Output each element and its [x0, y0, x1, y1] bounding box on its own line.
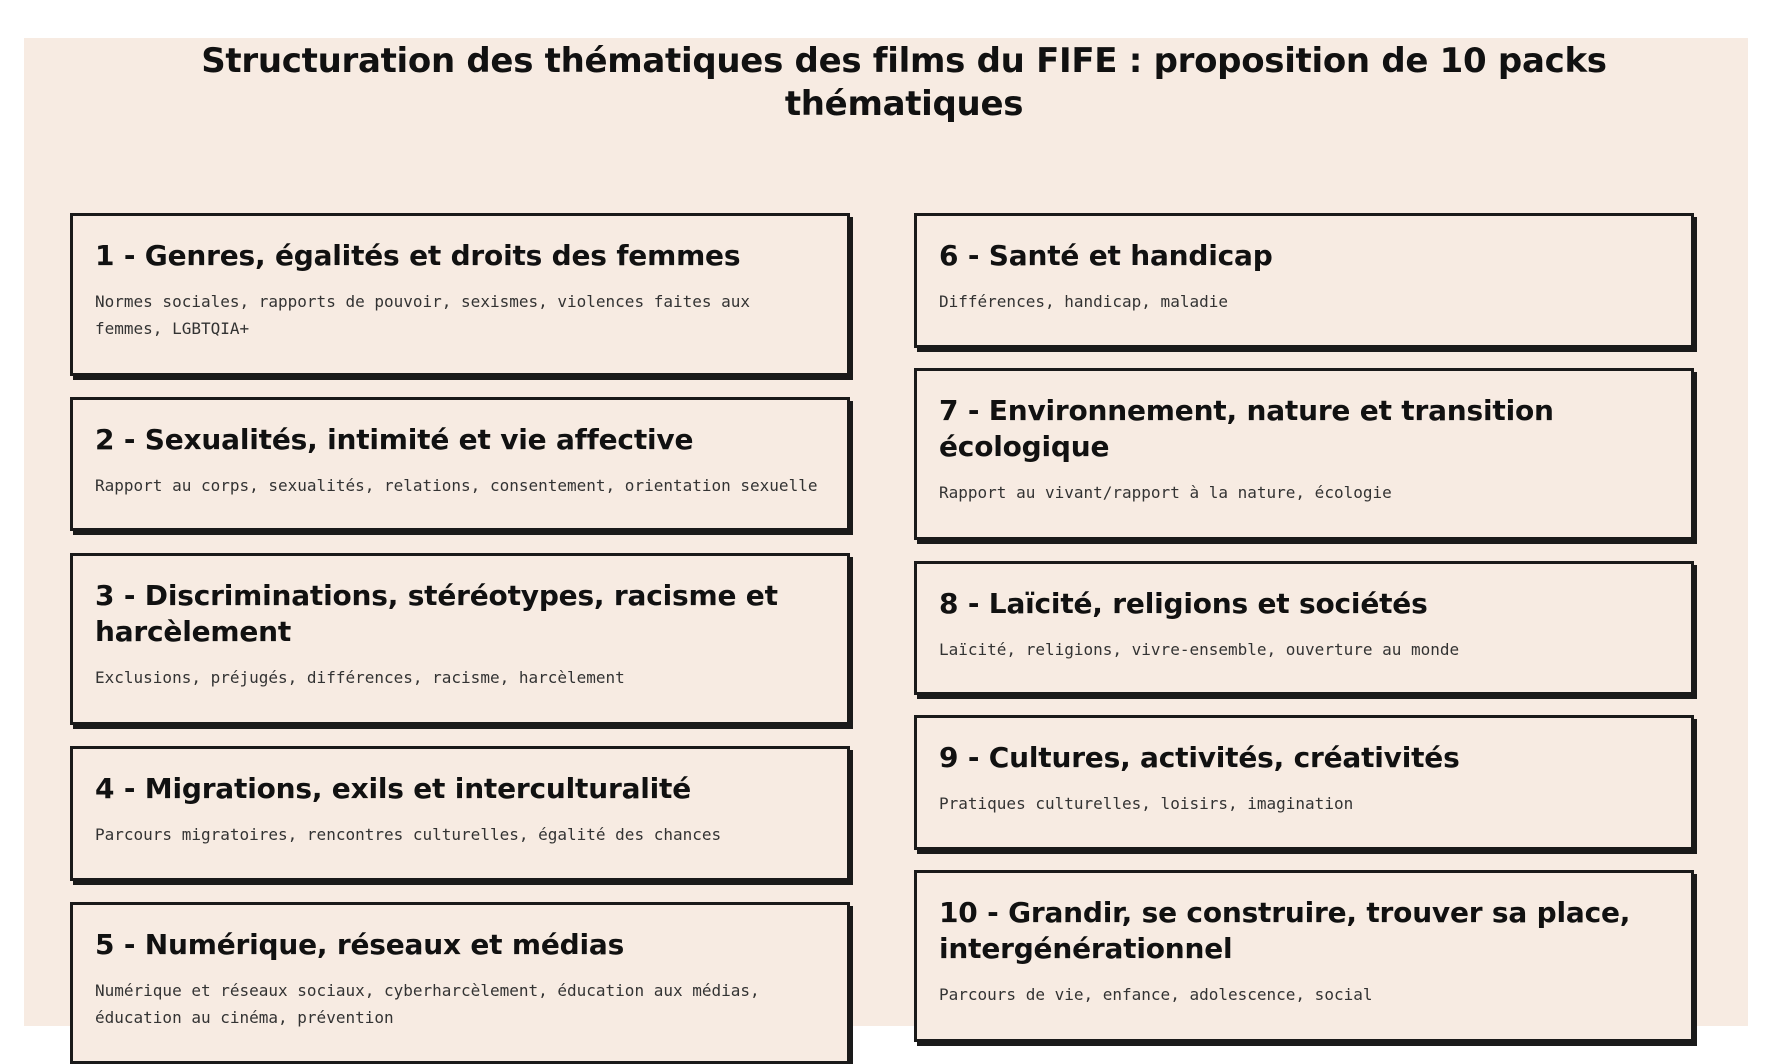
pack-description: Parcours de vie, enfance, adolescence, social — [939, 985, 1373, 1004]
pack-description: Parcours migratoires, rencontres culturelles, égalité des chances — [95, 825, 722, 844]
pack-description: Différences, handicap, maladie — [939, 292, 1228, 311]
pack-description: Laïcité, religions, vivre-ensemble, ouverture au monde — [939, 640, 1460, 659]
pack-description: Rapport au corps, sexualités, relations, consentement, orientation sexuelle — [95, 476, 818, 495]
pack-card-4 — [70, 746, 850, 881]
pack-card-1 — [70, 213, 850, 376]
pack-card-8 — [914, 561, 1694, 695]
pack-title: 5 - Numérique, réseaux et médias — [95, 928, 625, 961]
pack-card-2 — [70, 397, 850, 531]
themes-panel — [24, 38, 1748, 1026]
pack-card-5 — [70, 902, 850, 1064]
pack-title: 10 - Grandir, se construire, trouver sa place, intergénérationnel — [939, 896, 1631, 965]
pack-description: Rapport au vivant/rapport à la nature, écologie — [939, 483, 1392, 502]
pack-title: 2 - Sexualités, intimité et vie affective — [95, 423, 694, 456]
pack-title: 4 - Migrations, exils et interculturalité — [95, 772, 692, 805]
pack-title: 6 - Santé et handicap — [939, 239, 1273, 272]
pack-card-3 — [70, 553, 850, 725]
pack-title: 7 - Environnement, nature et transition écologique — [939, 394, 1554, 463]
pack-title: 8 - Laïcité, religions et sociétés — [939, 587, 1428, 620]
pack-card-10 — [914, 870, 1694, 1042]
pack-description: Pratiques culturelles, loisirs, imagination — [939, 794, 1354, 813]
pack-card-7 — [914, 368, 1694, 540]
pack-card-9 — [914, 715, 1694, 850]
pack-title: 3 - Discriminations, stéréotypes, racisme et harcèlement — [95, 579, 778, 648]
pack-description: Numérique et réseaux sociaux, cyberharcèlement, éducation aux médias, éducation au cinéma, prévention — [95, 981, 760, 1027]
pack-description: Normes sociales, rapports de pouvoir, sexismes, violences faites aux femmes, LGBTQIA+ — [95, 292, 751, 338]
pack-title: 1 - Genres, égalités et droits des femmes — [95, 239, 741, 272]
page-title: Structuration des thématiques des films du FIFE : proposition de 10 packs thématiques — [201, 41, 1607, 124]
pack-card-6 — [914, 213, 1694, 348]
pack-description: Exclusions, préjugés, différences, racisme, harcèlement — [95, 668, 625, 687]
pack-title: 9 - Cultures, activités, créativités — [939, 741, 1460, 774]
